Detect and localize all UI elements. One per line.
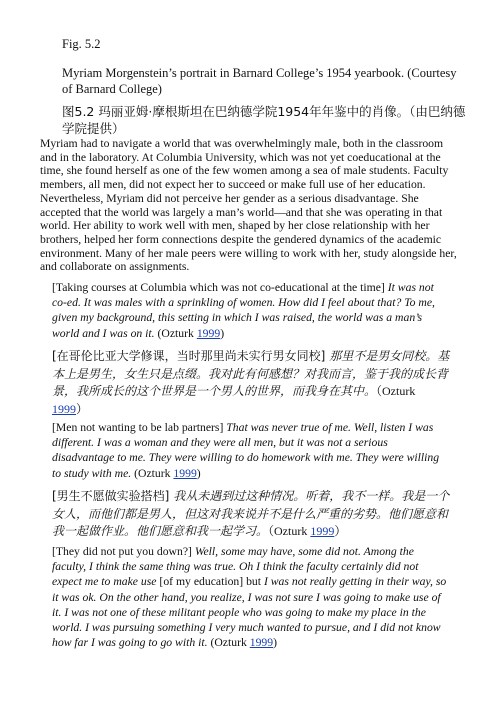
quote-text-part-a: Well, some may have, some did not. Among the faculty, I think the same thing was true. Oh I think the faculty certainly did not expect me to make use bbox=[52, 545, 419, 589]
quote-text: That was never true of me. Well, listen I was different. I was a woman and they were all men, but it was not a serious disadvantage to me. They were willing to do homework with me. They were willing to study with me. bbox=[52, 421, 440, 480]
citation-close: ） bbox=[334, 524, 347, 538]
quote-context: [They did not put you down?] bbox=[52, 545, 195, 558]
quote-block-4 bbox=[52, 488, 450, 541]
citation-close: ） bbox=[76, 401, 89, 416]
citation-year-link[interactable]: 1999 bbox=[196, 326, 221, 340]
citation-author: （Ozturk bbox=[268, 524, 311, 538]
quote-text-part-c: but bbox=[243, 575, 264, 589]
quote-context: [Taking courses at Columbia which was not co-educational at the time] bbox=[52, 281, 388, 294]
body-paragraph: Myriam had to navigate a world that was overwhelmingly male, both in the classroom and in the laboratory. At Columbia University, which was not yet coeducational at the time, she found herself as one of the few women among a sea of male students. Faculty members, all men, did not expect her to succeed or make full use of her education. Nevertheless, Myriam did not perceive her gender as a serious disadvantage. She accepted that the world was largely a man’s world—and that she was operating in that world. Her ability to work well with men, shaped by her close relationship with her brothers, helped her form connections despite the gendered dynamics of the academic environment. Many of her male peers were willing to work with her, study alongside her, and collaborate on assignments. bbox=[40, 137, 457, 274]
citation-author: （Ozturk bbox=[376, 384, 416, 398]
quote-context: [Men not wanting to be lab partners] bbox=[52, 421, 227, 434]
citation-year-link[interactable]: 1999 bbox=[52, 401, 76, 416]
figure-caption-chinese: 图5.2 玛丽亚姆·摩根斯坦在巴纳德学院1954年年鉴中的肖像。（由巴纳德学院提供） bbox=[62, 104, 466, 136]
figure-label: Fig. 5.2 bbox=[62, 37, 101, 51]
quote-block-5 bbox=[52, 544, 450, 650]
quote-block-2 bbox=[52, 348, 450, 418]
quote-text: It was not co-ed. It was males with a sprinkling of women. How did I feel about that? To me, given my background, this setting in which I was raised, the world was a man’s world and I was on it. bbox=[52, 281, 435, 340]
quote-block-3 bbox=[52, 420, 450, 481]
citation-close: ) bbox=[273, 636, 278, 650]
quote-text: 我从未遇到过这种情况。听着，我不一样。我是一个女人，而他们都是男人，但这对我来说并不是什么严重的劣势。他们愿意和我一起做作业。他们愿意和我一起学习。 bbox=[52, 489, 450, 538]
citation-year-link[interactable]: 1999 bbox=[173, 466, 197, 480]
citation-close: ) bbox=[220, 326, 225, 340]
quote-block-1 bbox=[52, 280, 450, 341]
citation-close: ) bbox=[196, 466, 201, 480]
quote-editorial-insert: [of my education] bbox=[159, 575, 244, 589]
citation-author: (Ozturk bbox=[131, 466, 174, 480]
quote-text-part-d: I was not really getting in their way, so it was ok. On the other hand, you realize, I was not sure I was going to make use of it. I was not one of these militant people who was going to make my place in the world. I was pursuing something I very much wanted to pursue, and I did not know how far I was going to go with it. bbox=[52, 575, 447, 650]
figure-caption-english: Myriam Morgenstein’s portrait in Barnard College’s 1954 yearbook. (Courtesy of Barnard College) bbox=[62, 66, 457, 96]
quote-context: [男生不愿做实验搭档] bbox=[52, 489, 174, 503]
citation-author: (Ozturk bbox=[207, 636, 250, 650]
quote-text: 那里不是男女同校。基本上是男生，女生只是点缀。我对此有何感想？对我而言，鉴于我的成长背景，我所成长的这个世界是一个男人的世界，而我身在其中。 bbox=[52, 349, 450, 398]
citation-author: (Ozturk bbox=[154, 326, 197, 340]
citation-year-link[interactable]: 1999 bbox=[249, 636, 274, 650]
quote-context: [在哥伦比亚大学修课，当时那里尚未实行男女同校] bbox=[52, 349, 330, 363]
citation-year-link[interactable]: 1999 bbox=[310, 524, 335, 538]
